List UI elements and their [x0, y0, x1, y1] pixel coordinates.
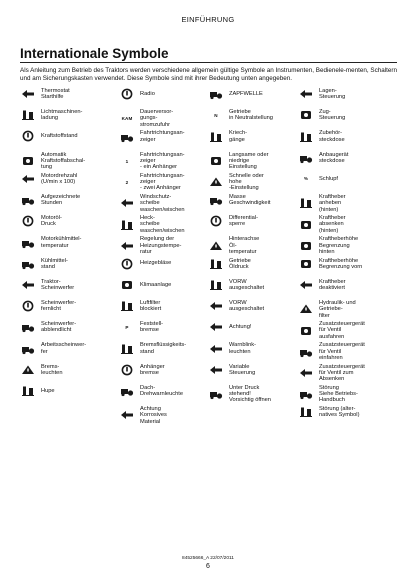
symbol-label: Langsame oder niedrige Einstellung: [229, 151, 269, 171]
icon-text: %: [303, 176, 309, 182]
hourglass-icon: [20, 194, 36, 206]
symbol-label: Hydraulik- und Getriebe- filter: [319, 300, 356, 319]
symbol-label: Kraftheber deaktiviert: [319, 278, 346, 292]
warning-icon: [208, 321, 224, 333]
symbol-row: [119, 321, 215, 334]
symbol-label: Heck- scheibe waschen/wischen: [140, 215, 185, 234]
accessory-socket-icon: [298, 131, 314, 143]
symbol-row: [298, 406, 394, 419]
symbol-row: [20, 258, 116, 271]
symbol-label: Getriebe Öldruck: [229, 257, 251, 270]
symbol-label: VORW ausgeschaltet: [229, 300, 265, 313]
symbol-row: [298, 130, 394, 143]
symbol-label: Anhänger bremse: [140, 363, 165, 376]
symbol-label: Windschutz- scheibe waschen/wischen: [140, 194, 185, 213]
symbol-row: [20, 215, 116, 228]
symbol-row: [298, 279, 394, 292]
icon-text: N: [214, 112, 218, 118]
thermostat-icon: [20, 88, 36, 100]
symbol-label: Arbeitsscheinwer- fer: [41, 342, 87, 355]
hazard-icon: [208, 343, 224, 355]
snowflake-icon: [119, 279, 135, 291]
symbol-row: [208, 215, 304, 228]
symbol-row: [208, 258, 304, 271]
symbol-label: Dauerversor- gungs- stromzufuhr: [140, 109, 174, 128]
section-header: EINFÜHRUNG: [181, 15, 235, 24]
position-control-icon: [298, 88, 314, 100]
symbol-row: [208, 385, 304, 404]
trailer-socket-icon: [298, 152, 314, 164]
symbol-label: Anbaugerät steckdose: [319, 151, 349, 164]
symbol-row: [119, 173, 215, 192]
symbol-label: Hupe: [41, 387, 55, 394]
symbol-row: [298, 88, 394, 101]
hitch-off-icon: [298, 279, 314, 291]
symbol-label: Getriebe in Neutralstellung: [229, 109, 273, 122]
symbol-row: [119, 152, 215, 171]
front-hitch-icon: [298, 258, 314, 270]
symbol-row: [119, 88, 215, 100]
symbol-row: [298, 300, 394, 319]
symbol-label: Warnblink- leuchten: [229, 342, 256, 355]
symbol-row: [119, 406, 215, 425]
valve-lower-icon: [298, 367, 314, 379]
symbol-row: [20, 364, 116, 377]
turn-signal-trailer2-icon: [119, 176, 135, 188]
title-divider: [20, 62, 397, 63]
hydraulic-filter-icon: [298, 303, 314, 315]
symbol-row: [208, 88, 304, 100]
symbol-row: [298, 173, 394, 185]
neutral-icon: [208, 109, 224, 121]
symbol-row: [20, 173, 116, 186]
symbol-row: [208, 194, 304, 207]
symbol-label: Kraftheber anheben (hinten): [319, 194, 346, 213]
symbol-row: [119, 258, 215, 270]
symbol-label: Störung (alter- natives Symbol): [319, 406, 360, 419]
symbol-label: Hinterachse Öl- temperatur: [229, 236, 260, 255]
symbol-label: Achtung!: [229, 324, 252, 331]
symbol-label: Kraftstoffstand: [41, 133, 78, 140]
symbol-row: [208, 109, 304, 122]
symbol-row: [208, 321, 304, 333]
hitch-height-icon: [298, 240, 314, 252]
beacon-icon: [119, 385, 135, 397]
symbol-label: Zusatzsteuergerät für Ventil einfahren: [319, 342, 365, 361]
symbol-label: Masse Geschwindigkeit: [229, 194, 271, 207]
corrosive-icon: [119, 409, 135, 421]
symbol-label: Aufgezeichnete Stunden: [41, 194, 81, 207]
symbol-row: [208, 173, 304, 192]
symbol-row: [208, 279, 304, 292]
symbol-row: [298, 364, 394, 383]
symbol-row: [208, 342, 304, 355]
4wd-icon: [208, 279, 224, 291]
coolant-level-icon: [20, 258, 36, 270]
creep-icon: [208, 131, 224, 143]
symbol-label: Bremsflüssigkeits- stand: [140, 342, 187, 355]
horn-icon: [20, 385, 36, 397]
manual-icon: [298, 388, 314, 400]
fault-tractor-icon: [298, 406, 314, 418]
kam-icon: [119, 113, 135, 125]
intro-text: Als Anleitung zum Betrieb des Traktors werden verschiedene allgemein gültige Symbole an Instrumenten, Bedienele-menten, Schaltern und am Sicherungskasten verwendet. Diese Symbole sind mit ihrer Bedeutung unten angegeben.: [20, 67, 397, 83]
symbol-label: Zubehör- steckdose: [319, 130, 345, 143]
valve-retract-icon: [298, 346, 314, 358]
symbol-row: [20, 385, 116, 397]
brake-fluid-icon: [119, 343, 135, 355]
symbol-label: Kraftheber absenken (hinten): [319, 215, 346, 234]
icon-text: KAM: [121, 116, 133, 122]
symbol-row: [119, 300, 215, 313]
symbol-row: [208, 130, 304, 143]
symbol-label: Kühlmittel- stand: [41, 257, 68, 270]
symbol-row: [298, 385, 394, 404]
symbol-label: Schlupf: [319, 175, 338, 182]
symbol-label: Achtung Korrosives Material: [140, 406, 167, 425]
symbol-label: Differential- sperre: [229, 215, 258, 228]
symbol-label: Brems- leuchten: [41, 363, 63, 376]
draft-control-icon: [298, 109, 314, 121]
symbol-label: Motoröl- Druck: [41, 215, 62, 228]
turtle-icon: [208, 155, 224, 167]
diff-lock-icon: [208, 215, 224, 227]
symbol-label: Radio: [140, 90, 155, 97]
symbol-row: [20, 321, 116, 334]
symbol-row: [208, 364, 304, 377]
battery-icon: [20, 109, 36, 121]
symbol-label: Variable Steuerung: [229, 363, 256, 376]
symbol-label: Fahrtrichtungsan- zeiger - ein Anhänger: [140, 151, 185, 171]
symbol-row: [208, 152, 304, 171]
symbol-label: Fahrtrichtungsan- zeiger - zwei Anhänger: [140, 172, 185, 192]
symbol-row: [20, 152, 116, 171]
symbol-label: Thermostat Starthilfe: [41, 88, 70, 101]
symbol-row: [119, 130, 215, 143]
symbol-label: Luftfilter blockiert: [140, 300, 162, 313]
icon-text: 1: [125, 158, 129, 164]
page-title: Internationale Symbole: [20, 46, 169, 61]
symbol-label: Scheinwerfer- fernlicht: [41, 300, 77, 313]
symbol-row: [20, 342, 116, 355]
symbol-row: [20, 88, 116, 101]
symbol-row: [119, 364, 215, 377]
symbol-label: Kriech- gänge: [229, 130, 248, 143]
brake-light-icon: [20, 364, 36, 376]
valve-extend-icon: [298, 325, 314, 337]
symbol-row: [20, 130, 116, 142]
symbol-row: [20, 279, 116, 292]
page-number: 6: [206, 563, 210, 570]
symbol-label: Automatik Kraftstoffabschal- tung: [41, 151, 86, 171]
rear-wiper-icon: [119, 219, 135, 231]
icon-text: P: [125, 324, 129, 330]
fan-icon: [119, 258, 135, 270]
symbol-row: [298, 236, 394, 255]
symbol-row: [208, 300, 304, 313]
symbol-row: [20, 236, 116, 249]
symbol-label: Motordrehzahl (U/min x 100): [41, 172, 78, 186]
symbol-row: [119, 279, 215, 291]
4wd-alt-icon: [208, 300, 224, 312]
symbol-row: [20, 194, 116, 207]
trailer-brake-icon: [119, 364, 135, 376]
symbol-label: Scheinwerfer- abblendlicht: [41, 321, 77, 334]
trans-pressure-icon: [208, 258, 224, 270]
symbol-label: Dach- Drehwarnleuchte: [140, 384, 183, 398]
slip-icon: [298, 173, 314, 185]
parking-brake-icon: [119, 321, 135, 333]
symbol-label: Zusatzsteuergerät für Ventil ausfahren: [319, 321, 365, 340]
symbol-row: [20, 109, 116, 122]
symbol-label: Klimaanlage: [140, 281, 172, 288]
windscreen-wiper-icon: [119, 197, 135, 209]
symbol-label: Heizgebläse: [140, 260, 172, 267]
symbol-label: Unter Druck stehend! Vorsichtig öffnen: [229, 384, 271, 404]
symbol-row: [298, 342, 394, 361]
pressure-warning-icon: [208, 388, 224, 400]
symbol-row: [208, 236, 304, 255]
symbol-label: Kraftheberhöhe Begrenzung hinten: [319, 236, 359, 255]
symbol-row: [119, 236, 215, 255]
symbol-row: [298, 152, 394, 165]
symbol-row: [119, 109, 218, 128]
work-light-icon: [20, 279, 36, 291]
symbol-label: Fahrtrichtungsan- zeiger: [140, 130, 185, 143]
symbol-label: Schnelle oder hohe -Einstellung: [229, 172, 264, 192]
high-beam-icon: [20, 300, 36, 312]
symbol-row: [119, 342, 215, 355]
low-beam-icon: [20, 321, 36, 333]
symbol-label: VORW ausgeschaltet: [229, 278, 265, 292]
symbol-label: Zug- Steuerung: [319, 109, 346, 122]
icon-text: 2: [125, 179, 129, 185]
symbol-row: [298, 258, 394, 271]
fuel-cutoff-icon: [20, 155, 36, 167]
symbol-label: Feststell- bremse: [140, 321, 164, 334]
coolant-temp-icon: [20, 237, 36, 249]
symbol-label: Lagen- Steuerung: [319, 88, 346, 101]
ground-icon: [208, 194, 224, 206]
air-filter-icon: [119, 300, 135, 312]
symbol-row: [20, 300, 116, 313]
symbol-row: [298, 109, 394, 122]
document-code: 84525666_A 22/07/2011: [182, 556, 234, 561]
symbol-label: Störung Siehe Betriebs- Handbuch: [319, 384, 358, 404]
symbol-row: [298, 215, 394, 234]
symbol-row: [119, 194, 215, 213]
oil-can-icon: [20, 215, 36, 227]
symbol-label: Zusatzsteuergerät für Ventil zum Absenken: [319, 363, 365, 383]
hare-icon: [208, 176, 224, 188]
engine-speed-icon: [20, 173, 36, 185]
fuel-pump-icon: [20, 130, 36, 142]
axle-oil-temp-icon: [208, 240, 224, 252]
heater-temp-icon: [119, 240, 135, 252]
symbol-label: Traktor- Scheinwerfer: [41, 278, 75, 292]
hitch-raise-icon: [298, 197, 314, 209]
turn-signal-icon: [119, 131, 135, 143]
symbol-row: [119, 385, 215, 398]
symbol-row: [119, 215, 215, 234]
floodlight-icon: [20, 343, 36, 355]
symbol-row: [298, 321, 394, 340]
turn-signal-trailer1-icon: [119, 155, 135, 167]
radio-icon: [119, 88, 135, 100]
hitch-lower-icon: [298, 219, 314, 231]
variable-control-icon: [208, 364, 224, 376]
symbol-label: ZAPFWELLE: [229, 90, 263, 97]
symbol-label: Kraftheberhöhe Begrenzung vorn: [319, 257, 363, 270]
symbol-label: Motorkühlmittel- temperatur: [41, 236, 82, 249]
symbol-label: Lichtmaschinen- ladung: [41, 109, 83, 122]
symbol-row: [298, 194, 394, 213]
pto-icon: [208, 88, 224, 100]
symbol-label: Regelung der Heizungstempe- ratur: [140, 236, 182, 255]
